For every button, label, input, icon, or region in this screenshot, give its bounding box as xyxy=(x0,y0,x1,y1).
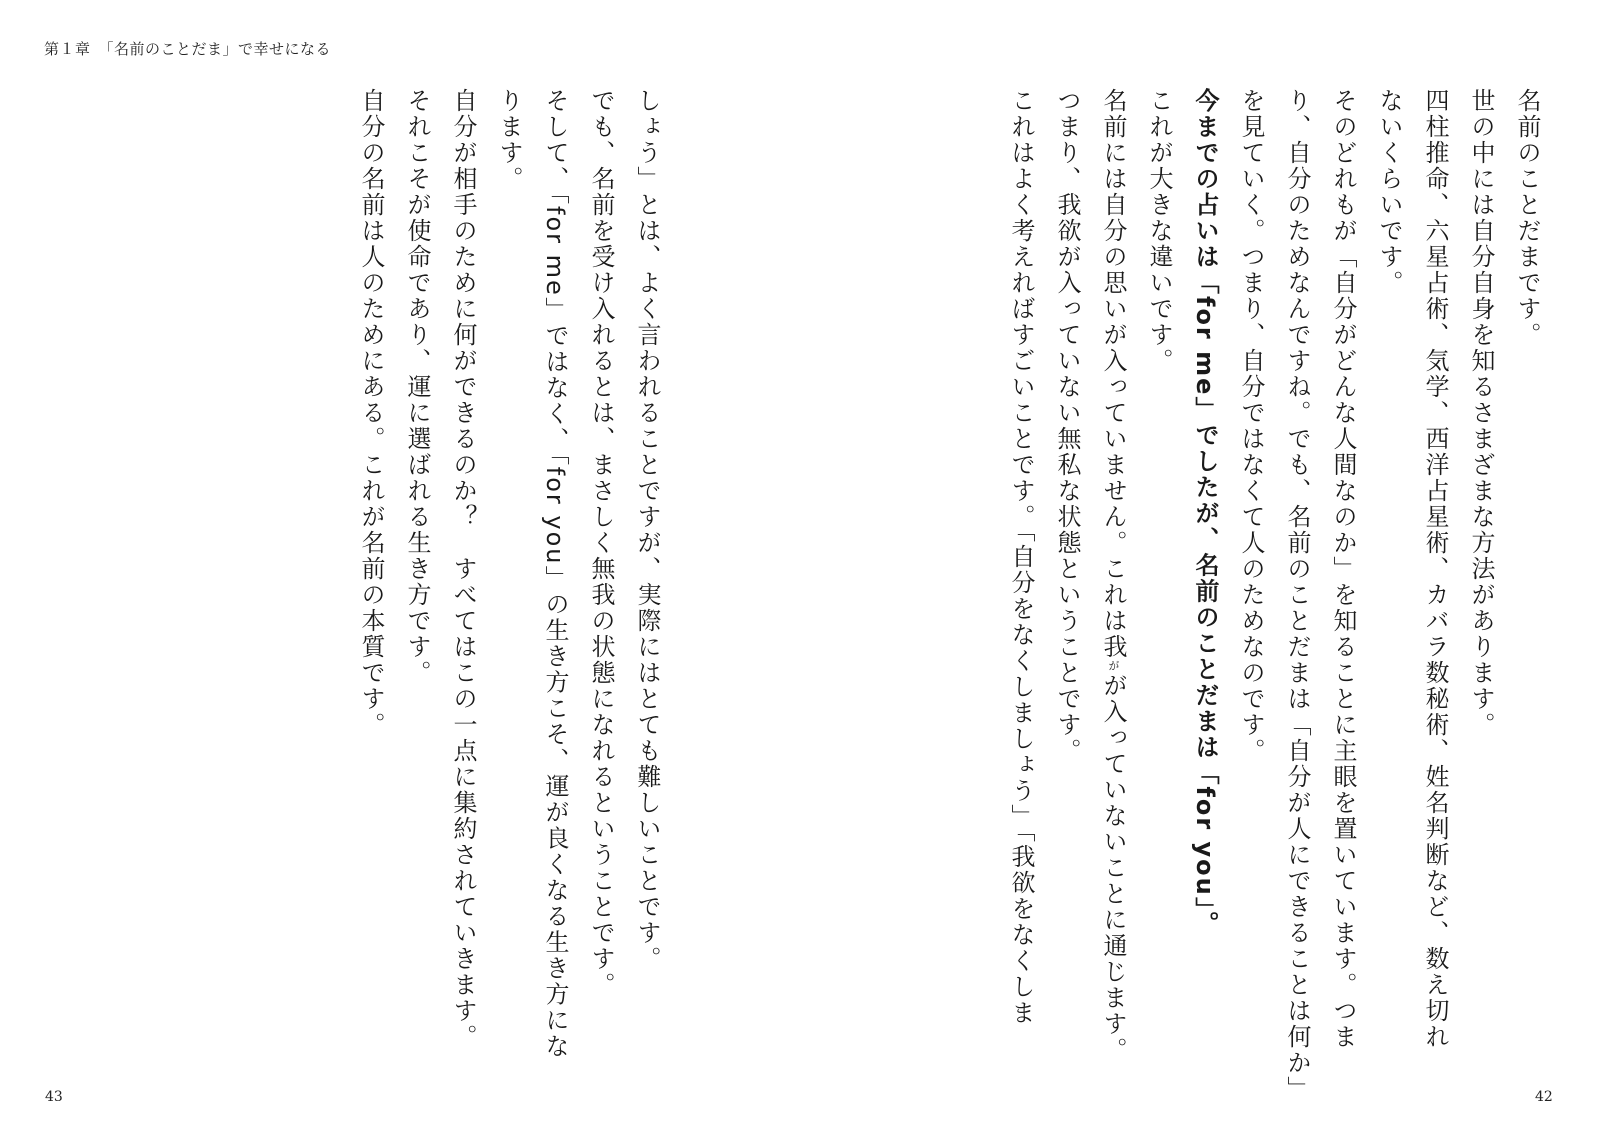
left-page-body xyxy=(357,88,670,1088)
paragraph-line: これが大きな違いです。 xyxy=(1145,88,1173,374)
paragraph-line: 名前のことだまです。 xyxy=(1513,88,1541,348)
paragraph-line: ないくらいです。 xyxy=(1375,88,1403,296)
paragraph-line: これはよく考えればすごいことです。「自分をなくしましょう」「我欲をなくしま xyxy=(1007,88,1035,1026)
ruby-line-start: 名前には自分の思いが入っていません。これは我 xyxy=(1099,88,1127,660)
paragraph-line: そして、「for me」ではなく、「for you」の生き方こそ、運が良くなる生き方にな xyxy=(541,88,569,1060)
page-number-left: 43 xyxy=(45,1089,63,1105)
paragraph-line: しょう」とは、よく言われることですが、実際にはとても難しいことです。 xyxy=(633,88,661,972)
paragraph-line: それこそが使命であり、運に選ばれる生き方です。 xyxy=(403,88,431,686)
paragraph-line-with-ruby xyxy=(1090,88,1136,1088)
paragraph-line: ります。 xyxy=(495,88,523,192)
paragraph-line: 自分が相手のために何ができるのか？ すべてはこの一点に集約されていきます。 xyxy=(449,88,477,1050)
paragraph-line: り、自分のためなんですね。でも、名前のことだまは「自分が人にできることは何か」 xyxy=(1283,88,1311,1102)
paragraph-line: 四柱推命、六星占術、気学、西洋占星術、カバラ数秘術、姓名判断など、数え切れ xyxy=(1421,88,1449,1050)
paragraph-line: そのどれもが「自分がどんな人間なのか」を知ることに主眼を置いています。つま xyxy=(1329,88,1357,1050)
furigana: が xyxy=(1107,660,1120,673)
paragraph-line: 世の中には自分自身を知るさまざまな方法があります。 xyxy=(1467,88,1495,738)
paragraph-line: を見ていく。つまり、自分ではなくて人のためなのです。 xyxy=(1237,88,1265,764)
paragraph-line: つまり、我欲が入っていない無私な状態ということです。 xyxy=(1053,88,1081,764)
running-header: 第１章 「名前のことだま」で幸せになる xyxy=(44,40,332,58)
ruby-line-end: が入っていないことに通じます。 xyxy=(1099,673,1127,1063)
page-number-right: 42 xyxy=(1535,1089,1553,1105)
emphasis-line: 今までの占いは「for me」でしたが、名前のことだまは「for you」。 xyxy=(1191,88,1219,937)
paragraph-line: でも、名前を受け入れるとは、まさしく無我の状態になれるということです。 xyxy=(587,88,615,998)
paragraph-line: 自分の名前は人のためにある。これが名前の本質です。 xyxy=(357,88,385,738)
